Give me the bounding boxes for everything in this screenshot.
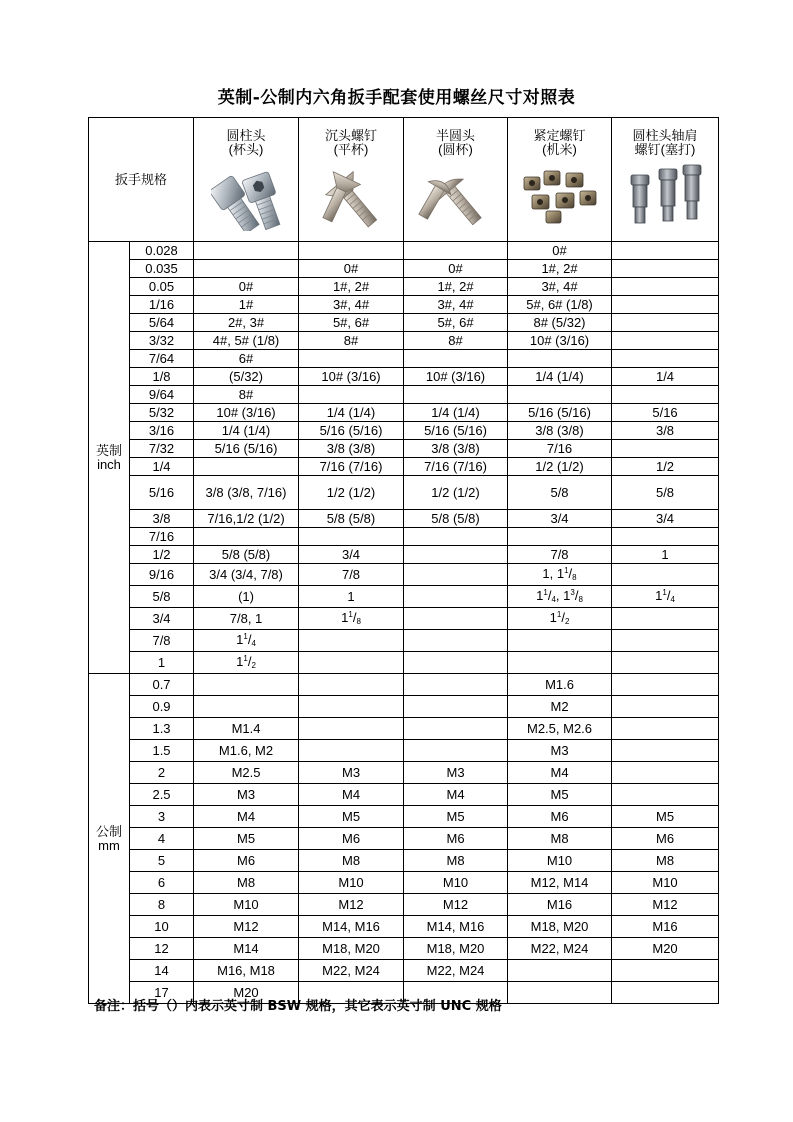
screw-size-cell: 2#, 3# — [194, 314, 299, 332]
screw-size-cell: $1^1/_4$, $1^3/_8$ — [508, 586, 612, 608]
metric-row — [89, 960, 719, 982]
screw-size-cell: 1# — [194, 296, 299, 314]
page-title: 英制-公制内六角扳手配套使用螺丝尺寸对照表 — [217, 88, 576, 108]
screw-size-cell: 7/8 — [299, 564, 404, 586]
screw-size-cell: 0# — [404, 260, 508, 278]
screw-size-cell: M16 — [508, 894, 612, 916]
screw-size-cell: M8 — [299, 850, 404, 872]
screw-size-cell: 7/16 (7/16) — [404, 458, 508, 476]
screw-size-cell: 1/4 (1/4) — [404, 404, 508, 422]
screw-size-cell — [508, 630, 612, 652]
screw-size-cell — [404, 546, 508, 564]
screw-size-cell: 0# — [194, 278, 299, 296]
screw-size-cell: M1.4 — [194, 718, 299, 740]
inch-row — [89, 564, 719, 586]
screw-size-cell: M2.5, M2.6 — [508, 718, 612, 740]
inch-row — [89, 546, 719, 564]
column-header-line1: 圆柱头轴肩 — [632, 127, 698, 143]
screw-size-cell — [612, 630, 719, 652]
screw-size-cell: 5/8 — [612, 476, 719, 510]
screw-size-cell — [612, 242, 719, 260]
screw-size-cell: 3/8 (3/8, 7/16) — [194, 476, 299, 510]
screw-size-cell: M6 — [194, 850, 299, 872]
wrench-size-cell: 3/4 — [130, 608, 194, 630]
screw-size-cell: M20 — [194, 982, 299, 1004]
screw-size-cell — [404, 386, 508, 404]
screw-size-cell: 5/16 (5/16) — [299, 422, 404, 440]
inch-row — [89, 586, 719, 608]
screw-size-cell: 1#, 2# — [508, 260, 612, 278]
screw-size-cell: 5/16 (5/16) — [508, 404, 612, 422]
wrench-size-cell: 7/64 — [130, 350, 194, 368]
screw-size-cell: M12 — [612, 894, 719, 916]
screw-size-cell: M4 — [404, 784, 508, 806]
screw-size-cell: M14, M16 — [299, 916, 404, 938]
screw-size-cell — [508, 960, 612, 982]
screw-size-cell: M22, M24 — [404, 960, 508, 982]
screw-size-cell: 1/2 (1/2) — [404, 476, 508, 510]
countersunk-screw-icon — [311, 163, 391, 231]
screw-size-cell — [194, 458, 299, 476]
screw-size-cell — [404, 586, 508, 608]
screw-size-cell — [194, 528, 299, 546]
screw-size-cell: 1/4 (1/4) — [194, 422, 299, 440]
screw-size-cell — [299, 242, 404, 260]
column-header-line2: (杯头) — [228, 141, 264, 157]
shoulder-screw-icon — [623, 163, 707, 231]
metric-unit-name: 公制 — [95, 823, 122, 839]
screw-size-cell — [508, 982, 612, 1004]
screw-size-cell: M16 — [612, 916, 719, 938]
screw-size-cell — [404, 608, 508, 630]
metric-row — [89, 718, 719, 740]
wrench-size-cell: 1/16 — [130, 296, 194, 314]
table-body — [89, 118, 719, 1004]
screw-size-cell — [612, 564, 719, 586]
screw-size-cell: 10# (3/16) — [299, 368, 404, 386]
screw-size-cell: 7/8 — [508, 546, 612, 564]
screw-size-cell: (1) — [194, 586, 299, 608]
screw-size-cell — [612, 314, 719, 332]
socket-head-cap-screw-icon — [211, 163, 281, 231]
screw-size-cell: M18, M20 — [508, 916, 612, 938]
screw-size-cell: $1^1/_4$ — [194, 630, 299, 652]
column-header-line1: 圆柱头 — [226, 127, 266, 143]
screw-size-cell: 3#, 4# — [299, 296, 404, 314]
screw-size-cell: 5/16 (5/16) — [194, 440, 299, 458]
screw-size-cell: 4#, 5# (1/8) — [194, 332, 299, 350]
wrench-size-cell: 1 — [130, 652, 194, 674]
inch-row — [89, 386, 719, 404]
screw-size-cell: M8 — [612, 850, 719, 872]
wrench-size-cell: 3/16 — [130, 422, 194, 440]
screw-size-cell — [404, 528, 508, 546]
metric-row — [89, 674, 719, 696]
screw-size-cell — [508, 528, 612, 546]
wrench-size-cell: 9/64 — [130, 386, 194, 404]
inch-row — [89, 608, 719, 630]
screw-size-cell: M12 — [404, 894, 508, 916]
screw-size-cell: 3/4 — [508, 510, 612, 528]
header-row — [89, 118, 719, 242]
screw-size-cell: 10# (3/16) — [404, 368, 508, 386]
inch-row — [89, 314, 719, 332]
wrench-size-cell: 0.028 — [130, 242, 194, 260]
wrench-size-cell: 1/4 — [130, 458, 194, 476]
button-head-screw-icon — [416, 163, 496, 231]
screw-size-cell — [612, 718, 719, 740]
screw-size-cell: (5/32) — [194, 368, 299, 386]
screw-size-cell: M12 — [194, 916, 299, 938]
wrench-size-header: 扳手规格 — [89, 118, 194, 242]
screw-size-cell — [508, 386, 612, 404]
screw-size-cell: 5/16 (5/16) — [404, 422, 508, 440]
wrench-size-cell: 0.9 — [130, 696, 194, 718]
screw-size-cell — [299, 350, 404, 368]
screw-size-cell: 8# — [299, 332, 404, 350]
metric-row — [89, 850, 719, 872]
set-screw-icon — [518, 163, 602, 231]
wrench-size-cell: 17 — [130, 982, 194, 1004]
screw-size-cell: 5/16 — [612, 404, 719, 422]
wrench-size-cell: 2.5 — [130, 784, 194, 806]
wrench-size-cell: 3/32 — [130, 332, 194, 350]
metric-row — [89, 762, 719, 784]
screw-size-cell — [194, 242, 299, 260]
screw-size-cell: M6 — [508, 806, 612, 828]
screw-size-cell: M8 — [508, 828, 612, 850]
screw-size-cell: M5 — [508, 784, 612, 806]
wrench-size-cell: 1/8 — [130, 368, 194, 386]
screw-size-cell: M8 — [404, 850, 508, 872]
column-header-line1: 紧定螺钉 — [533, 127, 586, 143]
screw-size-cell: M10 — [612, 872, 719, 894]
screw-size-cell: 3/8 — [612, 422, 719, 440]
footnote: 备注：括号（）内表示英寸制 BSW 规格，其它表示英寸制 UNC 规格 — [94, 999, 502, 1014]
inch-row — [89, 630, 719, 652]
screw-size-cell: $1^1/_8$ — [299, 608, 404, 630]
inch-row — [89, 404, 719, 422]
screw-size-cell — [194, 674, 299, 696]
screw-size-cell: 1#, 2# — [299, 278, 404, 296]
screw-size-cell — [299, 718, 404, 740]
column-header-line2: (圆杯) — [438, 141, 473, 157]
wrench-size-cell: 6 — [130, 872, 194, 894]
inch-row — [89, 242, 719, 260]
column-header-countersunk — [299, 118, 404, 242]
wrench-size-cell: 1/2 — [130, 546, 194, 564]
screw-size-cell — [612, 296, 719, 314]
screw-size-cell — [612, 260, 719, 278]
conversion-table — [88, 117, 719, 1004]
wrench-size-cell: 0.7 — [130, 674, 194, 696]
screw-size-cell: 5/8 (5/8) — [194, 546, 299, 564]
screw-size-cell — [612, 278, 719, 296]
screw-size-cell: 0# — [299, 260, 404, 278]
screw-size-cell: M20 — [612, 938, 719, 960]
screw-size-cell: M6 — [404, 828, 508, 850]
screw-size-cell: 3#, 4# — [508, 278, 612, 296]
screw-size-cell — [299, 674, 404, 696]
wrench-size-cell: 4 — [130, 828, 194, 850]
inch-row — [89, 476, 719, 510]
wrench-size-cell: 5/32 — [130, 404, 194, 422]
inch-row — [89, 440, 719, 458]
screw-size-cell: M5 — [404, 806, 508, 828]
screw-size-cell — [404, 630, 508, 652]
metric-unit-label — [89, 674, 130, 1004]
wrench-size-cell: 1.5 — [130, 740, 194, 762]
screw-size-cell: $1^1/_4$ — [612, 586, 719, 608]
inch-unit-label — [89, 242, 130, 674]
screw-size-cell: 8# — [404, 332, 508, 350]
screw-size-cell: M2 — [508, 696, 612, 718]
screw-size-cell: M14, M16 — [404, 916, 508, 938]
screw-size-cell: 3/8 (3/8) — [404, 440, 508, 458]
screw-size-cell: 1/4 (1/4) — [508, 368, 612, 386]
wrench-size-cell: 3 — [130, 806, 194, 828]
screw-size-cell — [404, 740, 508, 762]
screw-size-cell: 5#, 6# — [299, 314, 404, 332]
screw-size-cell — [612, 982, 719, 1004]
screw-size-cell: M5 — [194, 828, 299, 850]
screw-size-cell: M3 — [404, 762, 508, 784]
column-header-socket-head — [194, 118, 299, 242]
wrench-size-cell: 0.035 — [130, 260, 194, 278]
screw-size-cell: 6# — [194, 350, 299, 368]
screw-size-cell: M1.6 — [508, 674, 612, 696]
screw-size-cell: 3/4 — [299, 546, 404, 564]
screw-size-cell: M10 — [299, 872, 404, 894]
column-header-shoulder — [612, 118, 719, 242]
screw-size-cell — [404, 696, 508, 718]
wrench-size-cell: 7/8 — [130, 630, 194, 652]
screw-size-cell — [299, 386, 404, 404]
screw-size-cell: 5#, 6# (1/8) — [508, 296, 612, 314]
metric-row — [89, 784, 719, 806]
inch-row — [89, 528, 719, 546]
screw-size-cell — [299, 740, 404, 762]
screw-size-cell: M6 — [299, 828, 404, 850]
metric-row — [89, 696, 719, 718]
inch-row — [89, 652, 719, 674]
screw-size-cell: M6 — [612, 828, 719, 850]
screw-size-cell: 5/8 (5/8) — [404, 510, 508, 528]
screw-size-cell: M14 — [194, 938, 299, 960]
inch-row — [89, 332, 719, 350]
screw-size-cell — [612, 696, 719, 718]
screw-size-cell: M18, M20 — [299, 938, 404, 960]
screw-size-cell: 8# (5/32) — [508, 314, 612, 332]
screw-size-cell: 7/16 (7/16) — [299, 458, 404, 476]
metric-unit-code: mm — [98, 837, 120, 853]
metric-row — [89, 872, 719, 894]
screw-size-cell: M5 — [299, 806, 404, 828]
screw-size-cell: $1^1/_2$ — [194, 652, 299, 674]
inch-row — [89, 350, 719, 368]
screw-size-cell: M4 — [508, 762, 612, 784]
screw-size-cell: 1/4 — [612, 368, 719, 386]
screw-size-cell: M10 — [404, 872, 508, 894]
inch-unit-name: 英制 — [95, 442, 122, 458]
screw-size-cell — [404, 652, 508, 674]
wrench-size-cell: 5/64 — [130, 314, 194, 332]
screw-size-cell — [194, 260, 299, 278]
screw-size-cell: 1 — [299, 586, 404, 608]
screw-size-cell — [299, 652, 404, 674]
screw-size-cell: 5#, 6# — [404, 314, 508, 332]
wrench-size-cell: 7/32 — [130, 440, 194, 458]
screw-size-cell — [612, 652, 719, 674]
screw-size-cell: 3#, 4# — [404, 296, 508, 314]
screw-size-cell: 3/4 (3/4, 7/8) — [194, 564, 299, 586]
screw-size-cell: 10# (3/16) — [508, 332, 612, 350]
screw-size-cell — [612, 332, 719, 350]
screw-size-cell — [404, 718, 508, 740]
screw-size-cell — [612, 740, 719, 762]
metric-row — [89, 916, 719, 938]
wrench-size-cell: 10 — [130, 916, 194, 938]
screw-size-cell: M12, M14 — [508, 872, 612, 894]
screw-size-cell: 3/4 — [612, 510, 719, 528]
screw-size-cell — [404, 564, 508, 586]
screw-size-cell — [508, 350, 612, 368]
metric-row — [89, 828, 719, 850]
screw-size-cell — [612, 440, 719, 458]
column-header-line2: 螺钉(塞打) — [634, 141, 696, 157]
screw-size-cell — [508, 652, 612, 674]
screw-size-cell: 10# (3/16) — [194, 404, 299, 422]
inch-row — [89, 296, 719, 314]
metric-row — [89, 894, 719, 916]
inch-row — [89, 260, 719, 278]
screw-size-cell: M4 — [299, 784, 404, 806]
column-header-line2: (平杯) — [333, 141, 369, 157]
screw-size-cell: 3/8 (3/8) — [299, 440, 404, 458]
column-header-button-head — [404, 118, 508, 242]
screw-size-cell: M4 — [194, 806, 299, 828]
screw-size-cell: M1.6, M2 — [194, 740, 299, 762]
inch-row — [89, 458, 719, 476]
screw-size-cell: M12 — [299, 894, 404, 916]
inch-row — [89, 422, 719, 440]
inch-row — [89, 510, 719, 528]
screw-size-cell — [404, 350, 508, 368]
wrench-size-cell: 5/8 — [130, 586, 194, 608]
screw-size-cell: 7/16 — [508, 440, 612, 458]
screw-size-cell — [612, 762, 719, 784]
inch-row — [89, 368, 719, 386]
screw-size-cell — [612, 528, 719, 546]
screw-size-cell — [404, 242, 508, 260]
screw-size-cell: $1^1/_2$ — [508, 608, 612, 630]
screw-size-cell: M2.5 — [194, 762, 299, 784]
screw-size-cell: M22, M24 — [299, 960, 404, 982]
screw-size-cell: 1/2 (1/2) — [508, 458, 612, 476]
screw-size-cell: 1/4 (1/4) — [299, 404, 404, 422]
column-header-line1: 沉头螺钉 — [325, 127, 378, 143]
screw-size-cell: M16, M18 — [194, 960, 299, 982]
wrench-size-cell: 12 — [130, 938, 194, 960]
screw-size-cell: 7/16,1/2 (1/2) — [194, 510, 299, 528]
screw-size-cell — [612, 784, 719, 806]
screw-size-cell — [299, 528, 404, 546]
column-header-set-screw — [508, 118, 612, 242]
screw-size-cell: 1/2 — [612, 458, 719, 476]
screw-size-cell: 5/8 — [508, 476, 612, 510]
wrench-size-cell: 5 — [130, 850, 194, 872]
screw-size-cell — [612, 386, 719, 404]
screw-size-cell — [612, 350, 719, 368]
wrench-size-cell: 8 — [130, 894, 194, 916]
screw-size-cell — [299, 630, 404, 652]
wrench-size-cell: 5/16 — [130, 476, 194, 510]
screw-size-cell: M3 — [508, 740, 612, 762]
inch-unit-code: inch — [97, 456, 121, 472]
column-header-line2: (机米) — [542, 141, 577, 157]
metric-row — [89, 806, 719, 828]
wrench-size-cell: 2 — [130, 762, 194, 784]
column-header-line1: 半圆头 — [436, 127, 476, 143]
screw-size-cell: M22, M24 — [508, 938, 612, 960]
screw-size-cell: M18, M20 — [404, 938, 508, 960]
screw-size-cell — [404, 674, 508, 696]
screw-size-cell: 3/8 (3/8) — [508, 422, 612, 440]
screw-size-cell: 5/8 (5/8) — [299, 510, 404, 528]
wrench-size-cell: 9/16 — [130, 564, 194, 586]
wrench-size-cell: 0.05 — [130, 278, 194, 296]
screw-size-cell — [612, 960, 719, 982]
screw-size-cell: 1, $1^1/_8$ — [508, 564, 612, 586]
screw-size-cell: 1 — [612, 546, 719, 564]
metric-row — [89, 938, 719, 960]
screw-size-cell: 8# — [194, 386, 299, 404]
screw-size-cell: M5 — [612, 806, 719, 828]
screw-size-cell: 1#, 2# — [404, 278, 508, 296]
wrench-size-cell: 3/8 — [130, 510, 194, 528]
screw-size-cell: M3 — [299, 762, 404, 784]
wrench-size-cell: 1.3 — [130, 718, 194, 740]
screw-size-cell — [612, 608, 719, 630]
screw-size-cell: 1/2 (1/2) — [299, 476, 404, 510]
screw-size-cell: 7/8, 1 — [194, 608, 299, 630]
metric-row — [89, 740, 719, 762]
inch-row — [89, 278, 719, 296]
screw-size-cell: M10 — [508, 850, 612, 872]
screw-size-cell — [299, 696, 404, 718]
screw-size-cell: M8 — [194, 872, 299, 894]
screw-size-cell: 0# — [508, 242, 612, 260]
wrench-size-cell: 7/16 — [130, 528, 194, 546]
screw-size-cell: M10 — [194, 894, 299, 916]
screw-size-cell: M3 — [194, 784, 299, 806]
screw-size-cell — [194, 696, 299, 718]
wrench-size-cell: 14 — [130, 960, 194, 982]
screw-size-cell — [612, 674, 719, 696]
